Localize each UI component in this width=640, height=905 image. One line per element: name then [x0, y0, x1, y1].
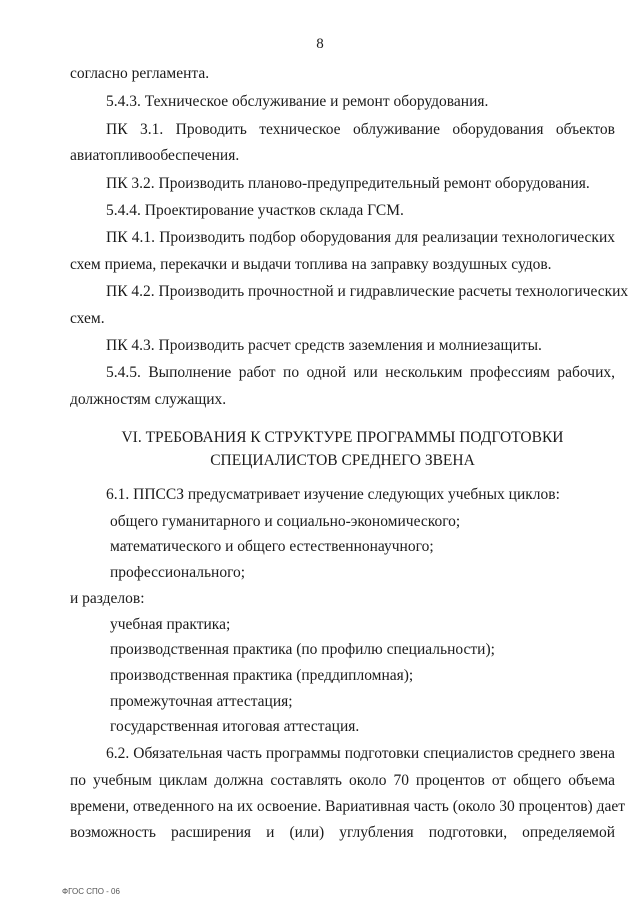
text-line: схем. — [70, 310, 105, 327]
list-item: промежуточная аттестация; — [110, 693, 293, 710]
text-line: 5.4.4. Проектирование участков склада ГСМ. — [106, 202, 404, 219]
section-heading: СПЕЦИАЛИСТОВ СРЕДНЕГО ЗВЕНА — [210, 452, 475, 469]
list-item: общего гуманитарного и социально-экономического; — [110, 513, 461, 530]
text-line: согласно регламента. — [70, 65, 210, 82]
text-line: 6.1. ППССЗ предусматривает изучение следующих учебных циклов: — [106, 486, 560, 503]
text-line: по учебным циклам должна составлять около 70 процентов от общего объема — [70, 772, 615, 789]
section-heading: VI. ТРЕБОВАНИЯ К СТРУКТУРЕ ПРОГРАММЫ ПОДГОТОВКИ — [121, 429, 564, 446]
text-line: схем приема, перекачки и выдачи топлива на заправку воздушных судов. — [70, 256, 552, 273]
list-item: математического и общего естественнонаучного; — [110, 538, 434, 555]
text-line: ПК 3.2. Производить планово-предупредительный ремонт оборудования. — [106, 175, 590, 192]
text-line: 6.2. Обязательная часть программы подготовки специалистов среднего звена — [106, 745, 615, 762]
text-line: ПК 4.1. Производить подбор оборудования для реализации технологических — [106, 229, 615, 246]
text-line: ПК 4.3. Производить расчет средств заземления и молниезащиты. — [106, 337, 542, 354]
text-line: ПК 3.1. Проводить техническое облуживание оборудования объектов — [106, 121, 615, 138]
list-item: государственная итоговая аттестация. — [110, 718, 360, 735]
footer-code: ФГОС СПО - 06 — [62, 887, 120, 896]
text-line: должностям служащих. — [70, 391, 227, 408]
text-line: авиатопливообеспечения. — [70, 147, 240, 164]
text-line: 5.4.3. Техническое обслуживание и ремонт оборудования. — [106, 93, 489, 110]
text-line: ПК 4.2. Производить прочностной и гидравлические расчеты технологических — [106, 283, 629, 300]
page-number: 8 — [316, 36, 324, 52]
list-item: производственная практика (преддипломная); — [110, 667, 414, 684]
text-line: возможность расширения и (или) углубления подготовки, определяемой — [70, 824, 615, 841]
text-line: 5.4.5. Выполнение работ по одной или нескольким профессиям рабочих, — [106, 364, 615, 381]
list-item: профессионального; — [110, 564, 246, 581]
text-line: времени, отведенного на их освоение. Вариативная часть (около 30 процентов) дает — [70, 798, 626, 815]
text-line: и разделов: — [70, 590, 145, 607]
list-item: производственная практика (по профилю специальности); — [110, 641, 495, 658]
list-item: учебная практика; — [110, 616, 231, 633]
